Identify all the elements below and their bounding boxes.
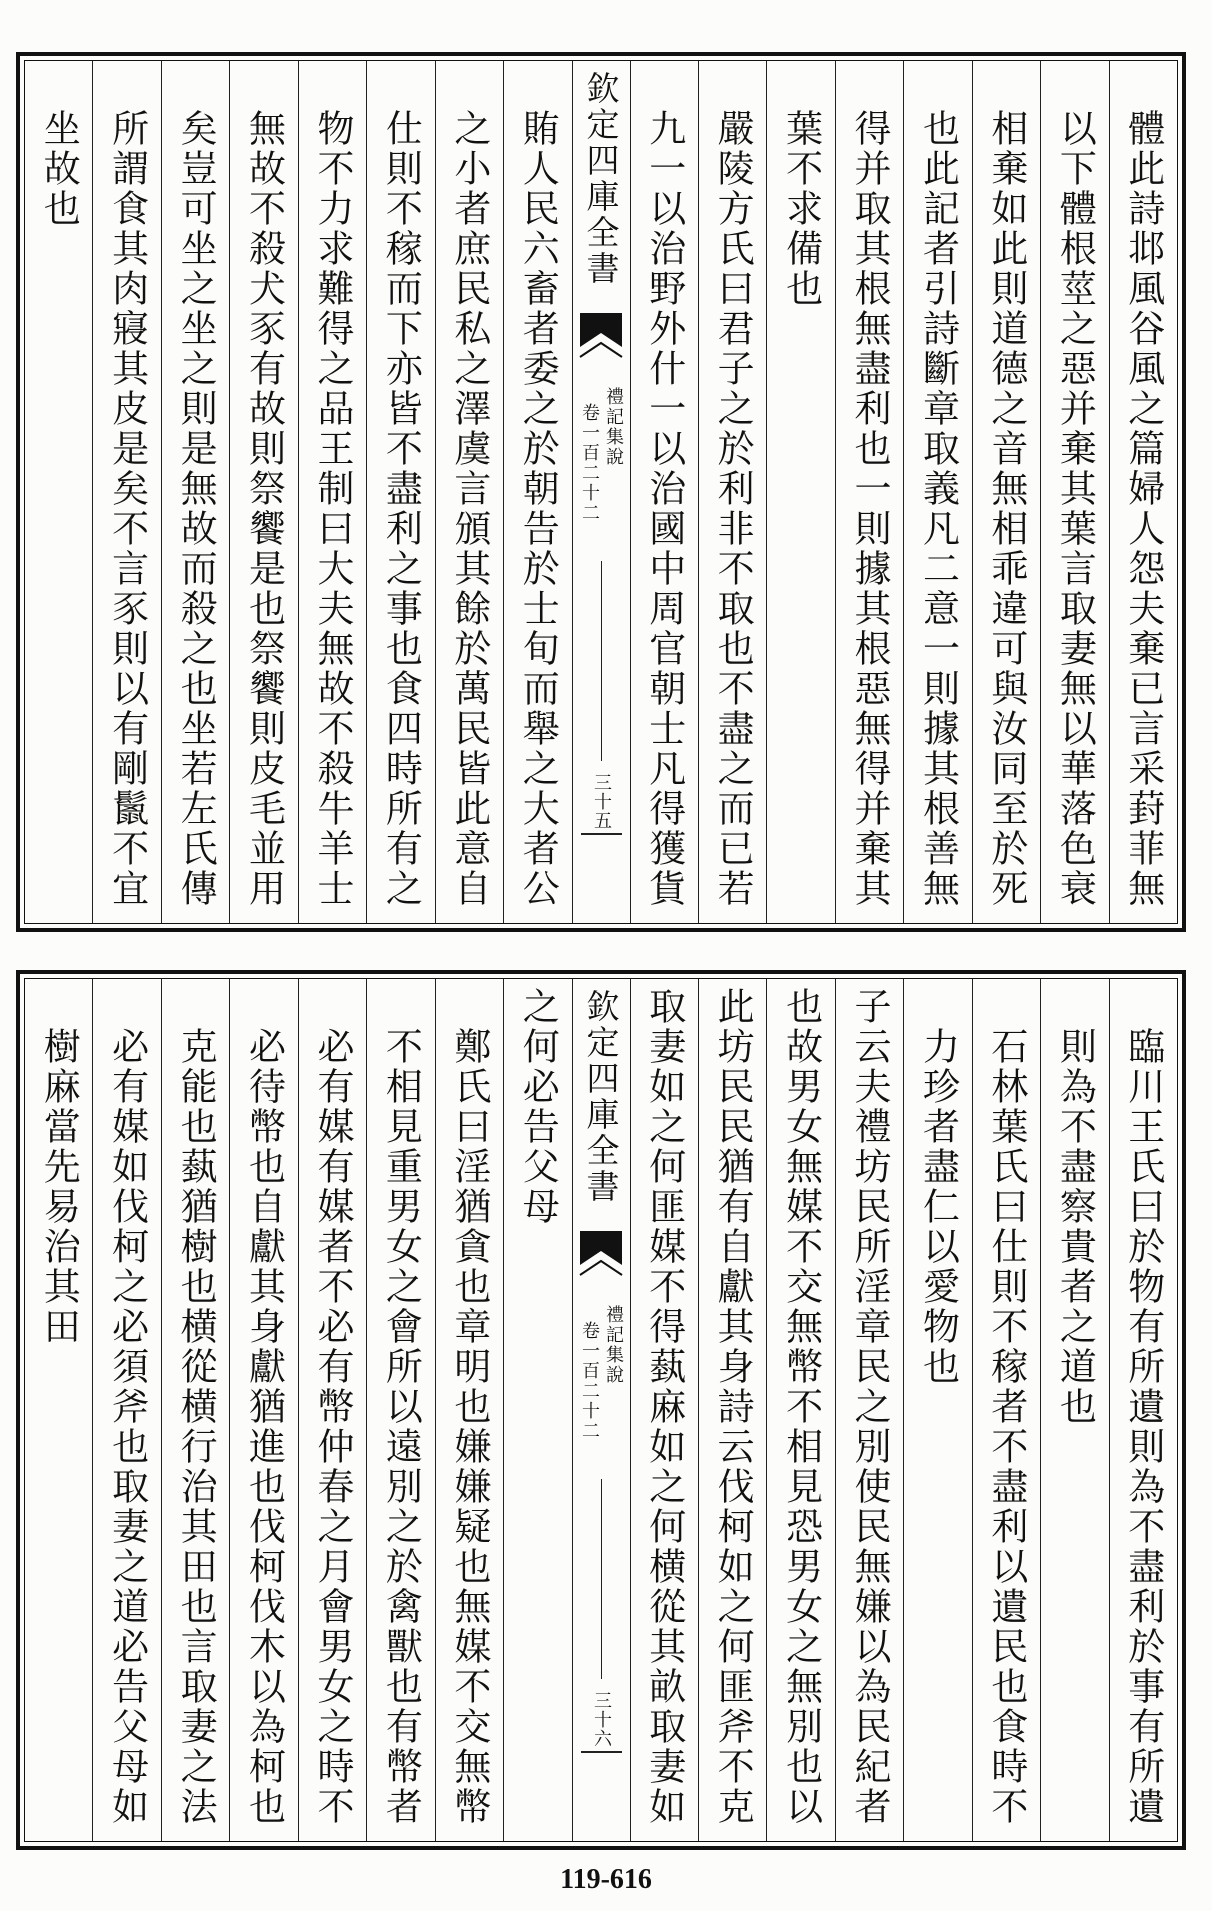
column-text: 九一以治野外什一以治國中周官朝士凡得獲貨 [642, 109, 686, 909]
collection-title: 欽定四庫全書 [581, 989, 621, 1205]
fishtail-mark-icon [578, 1231, 624, 1283]
column-text: 以下體根莖之惡并棄其葉言取妻無以華落色衰 [1053, 109, 1097, 909]
book-title: 禮記集說 [603, 387, 624, 467]
text-column [229, 979, 297, 1841]
column-text: 此坊民民猶有自獻其身詩云伐柯如之何匪斧不克 [711, 987, 755, 1827]
column-text: 樹麻當先易治其田 [37, 1027, 81, 1347]
column-text: 也此記者引詩斷章取義凡二意一則據其根善無 [916, 109, 960, 909]
column-text: 鄭氏曰淫猶貪也章明也嫌嫌疑也無媒不交無幣 [447, 1027, 491, 1827]
book-volume-label [580, 1305, 622, 1441]
column-text: 克能也蓺猶樹也横從横行治其田也言取妻之法 [174, 1027, 218, 1827]
text-column [229, 61, 297, 923]
column-text: 無故不殺犬豕有故則祭饗是也祭饗則皮毛並用 [242, 109, 286, 909]
text-column [630, 61, 698, 923]
column-text: 力珍者盡仁以愛物也 [916, 1027, 960, 1387]
collection-title: 欽定四庫全書 [581, 71, 621, 287]
text-column [435, 979, 503, 1841]
column-text: 體此詩邶風谷風之篇婦人怨夫棄已言采葑菲無 [1121, 109, 1165, 909]
text-column [766, 979, 834, 1841]
folio-rule [581, 1751, 622, 1753]
column-text: 則為不盡察貴者之道也 [1053, 1027, 1097, 1427]
text-column [972, 61, 1040, 923]
book-volume-label [580, 387, 622, 523]
column-text: 得并取其根無盡利也一則據其根惡無得并棄其 [848, 109, 892, 909]
column-text: 取妻如之何匪媒不得蓺麻如之何横從其畝取妻如 [642, 987, 686, 1827]
top-page-panel [16, 52, 1186, 932]
text-column [435, 61, 503, 923]
text-column [766, 61, 834, 923]
folio-number: 三十五 [591, 773, 612, 830]
text-column [92, 61, 160, 923]
column-text: 之何必告父母 [516, 987, 560, 1227]
column-text: 必有媒有媒者不必有幣仲春之月會男女之時不 [310, 1027, 354, 1827]
text-column [298, 979, 366, 1841]
volume-number: 卷一百二十二 [579, 403, 600, 523]
text-column [503, 61, 571, 923]
column-text: 相棄如此則道德之音無相乖違可與汝同至於死 [984, 109, 1028, 909]
text-column [25, 61, 92, 923]
center-fold-column [572, 61, 630, 923]
text-column [1109, 979, 1177, 1841]
fishtail-mark-icon [578, 313, 624, 365]
text-column [630, 979, 698, 1841]
text-column [903, 61, 971, 923]
column-text: 嚴陵方氏曰君子之於利非不取也不盡之而已若 [711, 109, 755, 909]
text-column [366, 61, 434, 923]
column-text: 石林葉氏曰仕則不稼者不盡利以遺民也食時不 [984, 1027, 1028, 1827]
text-column [835, 61, 903, 923]
text-column [972, 979, 1040, 1841]
center-divider-line [601, 561, 602, 761]
bottom-page-frame [24, 978, 1178, 1842]
text-column [903, 979, 971, 1841]
column-text: 必有媒如伐柯之必須斧也取妻之道必告父母如 [105, 1027, 149, 1827]
text-column [1109, 61, 1177, 923]
column-text: 不相見重男女之會所以遠別之於禽獸也有幣者 [379, 1027, 423, 1827]
text-column [835, 979, 903, 1841]
column-text: 必待幣也自獻其身獻猶進也伐柯伐木以為柯也 [242, 1027, 286, 1827]
column-text: 所謂食其肉寢其皮是矣不言豕則以有剛鬛不宜 [105, 109, 149, 909]
text-column [503, 979, 571, 1841]
text-column [698, 61, 766, 923]
text-column [366, 979, 434, 1841]
folio-number: 三十六 [591, 1691, 612, 1748]
text-column [92, 979, 160, 1841]
text-column [698, 979, 766, 1841]
folio-rule [581, 833, 622, 835]
text-column [161, 61, 229, 923]
column-text: 臨川王氏曰於物有所遺則為不盡利於事有所遺 [1121, 1027, 1165, 1827]
column-text: 物不力求難得之品王制曰大夫無故不殺牛羊士 [310, 109, 354, 909]
column-text: 仕則不稼而下亦皆不盡利之事也食四時所有之 [379, 109, 423, 909]
text-column [1040, 61, 1108, 923]
column-text: 矣豈可坐之坐之則是無故而殺之也坐若左氏傳 [174, 109, 218, 909]
bottom-page-panel [16, 970, 1186, 1850]
column-text: 賄人民六畜者委之於朝告於士旬而舉之大者公 [516, 109, 560, 909]
text-column [161, 979, 229, 1841]
volume-number: 卷一百二十二 [579, 1321, 600, 1441]
top-page-frame [24, 60, 1178, 924]
center-divider-line [601, 1479, 602, 1679]
column-text: 坐故也 [37, 109, 81, 229]
text-column [25, 979, 92, 1841]
text-column [298, 61, 366, 923]
column-text: 也故男女無媒不交無幣不相見恐男女之無別也以 [779, 987, 823, 1827]
center-fold-column [572, 979, 630, 1841]
book-title: 禮記集說 [603, 1305, 624, 1385]
page-number: 119-616 [560, 1864, 652, 1895]
text-column [1040, 979, 1108, 1841]
column-text: 葉不求備也 [779, 109, 823, 309]
column-text: 之小者庶民私之澤虞言頒其餘於萬民皆此意自 [447, 109, 491, 909]
column-text: 子云夫禮坊民所淫章民之別使民無嫌以為民紀者 [848, 987, 892, 1827]
